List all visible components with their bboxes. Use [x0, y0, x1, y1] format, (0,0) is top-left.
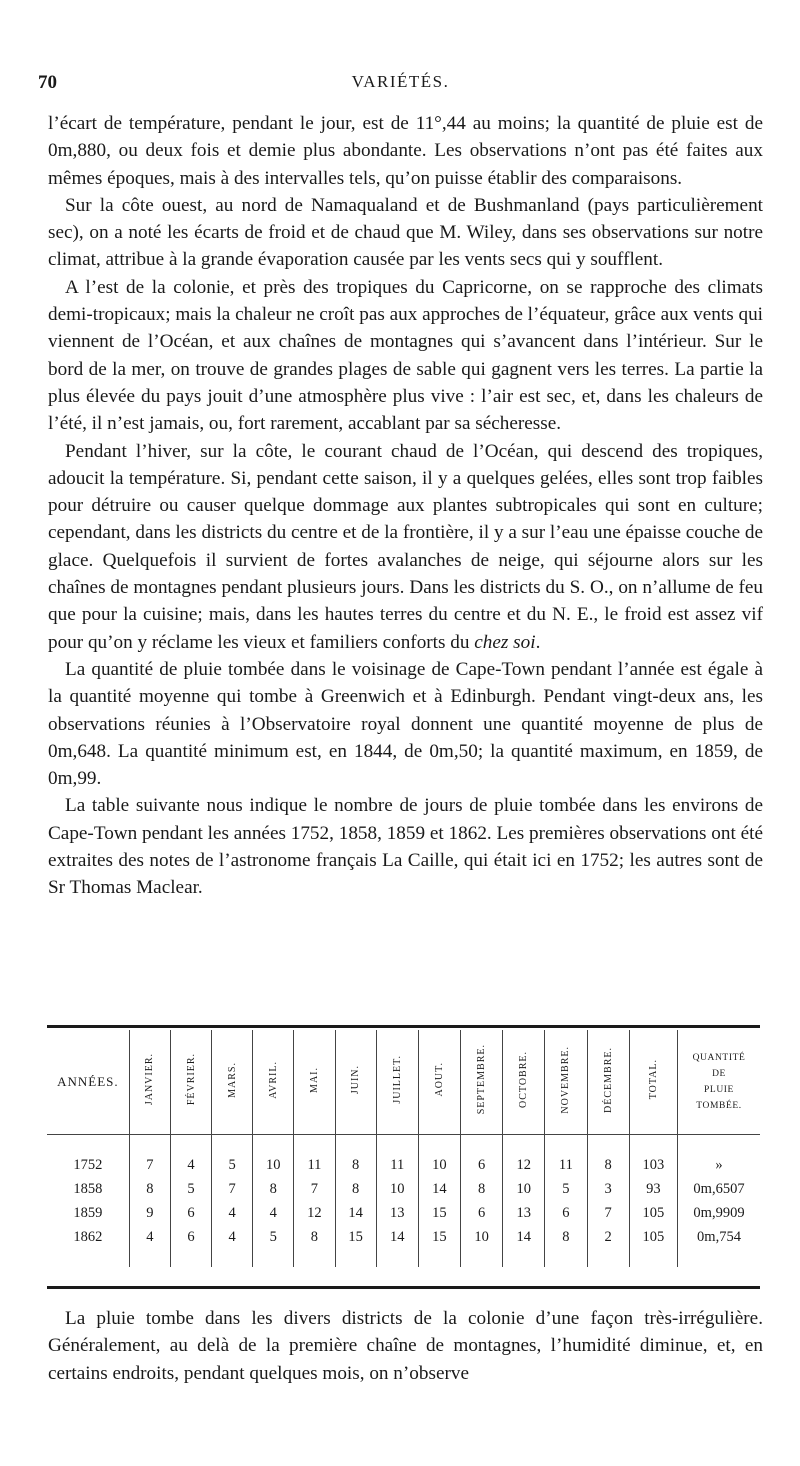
table-bottom-rule: [47, 1286, 760, 1289]
cell-nov: 8: [545, 1225, 587, 1267]
cell-may: 8: [294, 1225, 335, 1267]
cell-qty: 0m,9909: [678, 1201, 760, 1225]
cell-may: 11: [294, 1135, 335, 1178]
col-header-annees: ANNÉES.: [47, 1030, 129, 1135]
cell-year: 1862: [73, 1228, 103, 1245]
cell-dec: 3: [587, 1177, 629, 1201]
cell-aug: 14: [418, 1177, 460, 1201]
cell-sep: 10: [460, 1225, 502, 1267]
cell-total: 93: [629, 1177, 677, 1201]
cell-jul: 13: [376, 1201, 418, 1225]
paragraph-5: La quantité de pluie tombée dans le voisinage de Cape-Town pendant l’année est égale à la quantité moyenne qui tombe à Greenwich et à Edinburgh. Pendant vingt-deux ans, les observations réunies à l’Observatoire royal donnent une quantité moyenne de plus de 0m,648. La quantité minimum est, en 1844, de 0m,50; la quantité maximum, en 1859, de 0m,99.: [48, 658, 763, 790]
cell-total: 105: [629, 1225, 677, 1267]
cell-nov: 6: [545, 1201, 587, 1225]
cell-jun: 15: [335, 1225, 376, 1267]
cell-feb: 6: [170, 1201, 211, 1225]
cell-year: 1858: [73, 1180, 103, 1197]
cell-apr: 5: [253, 1225, 294, 1267]
paragraph-4: [48, 438, 763, 656]
paragraph-4-italic: chez soi: [474, 631, 536, 653]
col-header-avril: AVRIL.: [253, 1030, 294, 1135]
cell-sep: 8: [460, 1177, 502, 1201]
col-header-janvier: JANVIER.: [129, 1030, 170, 1135]
rain-days-table: [47, 1030, 760, 1267]
paragraph-7: La pluie tombe dans les divers districts de la colonie d’une façon très-irrégulière. Généralement, au delà de la première chaîne de montagnes, l’humidité diminue, et, en certains endroits, pendant quelques mois, on n’observe: [48, 1308, 763, 1384]
table-header-row: [47, 1030, 760, 1135]
cell-jan: 7: [129, 1135, 170, 1178]
col-header-decembre: DÉCEMBRE.: [587, 1030, 629, 1135]
col-header-septembre: SEPTEMBRE.: [460, 1030, 502, 1135]
cell-year: 1752: [73, 1156, 103, 1173]
cell-mar: 5: [212, 1135, 253, 1178]
table-row: [47, 1225, 760, 1267]
cell-mar: 7: [212, 1177, 253, 1201]
cell-jan: 9: [129, 1201, 170, 1225]
cell-jun: 8: [335, 1177, 376, 1201]
col-header-total: TOTAL.: [629, 1030, 677, 1135]
cell-qty: 0m,754: [678, 1225, 760, 1267]
paragraph-6: La table suivante nous indique le nombre de jours de pluie tombée dans les environs de Cape-Town pendant les années 1752, 1858, 1859 et 1862. Les premières observations ont été extraites des notes de l’astronome français La Caille, qui était ici en 1752; les autres sont de Sr Thomas Maclear.: [48, 795, 763, 899]
paragraph-2: Sur la côte ouest, au nord de Namaqualand et de Bushmanland (pays particulièrement sec), on a noté les écarts de froid et de chaud que M. Wiley, dans ses observations sur notre climat, attribue à la grande évaporation causée par les vents secs qui y soufflent.: [48, 194, 763, 271]
running-title: VARIÉTÉS.: [351, 72, 450, 91]
cell-jan: 4: [129, 1225, 170, 1267]
cell-dec: 8: [587, 1135, 629, 1178]
col-header-fevrier: FÉVRIER.: [170, 1030, 211, 1135]
cell-oct: 13: [503, 1201, 545, 1225]
cell-nov: 11: [545, 1135, 587, 1178]
paragraph-4-main: Pendant l’hiver, sur la côte, le courant chaud de l’Océan, qui descend des tropiques, adoucit la température. Si, pendant cette saison, il y a quelques gelées, elles sont trop faibles pour détruire ou causer quelque dommage aux plantes subtropicales qui sont en culture; cependant, dans les districts du centre et de la frontière, il y a sur l’eau une épaisse couche de glace. Quelquefois il survient de fortes avalanches de neige, qui séjourne alors sur les chaînes de montagnes pendant plusieurs jours. Dans les districts du S. O., on n’allume de feu que pour la cuisine; mais, dans les hautes terres du centre et du N. E., le froid est assez vif pour qu’on y réclame les vieux et familiers conforts du: [48, 440, 763, 653]
col-header-aout: AOUT.: [418, 1030, 460, 1135]
table-row: [47, 1201, 760, 1225]
page-number: 70: [38, 72, 57, 93]
cell-oct: 10: [503, 1177, 545, 1201]
table-top-rule: [47, 1025, 760, 1028]
cell-aug: 10: [418, 1135, 460, 1178]
col-header-mars: MARS.: [212, 1030, 253, 1135]
cell-mar: 4: [212, 1201, 253, 1225]
cell-mar: 4: [212, 1225, 253, 1267]
table-row: [47, 1135, 760, 1178]
cell-feb: 5: [170, 1177, 211, 1201]
cell-year: 1859: [73, 1204, 103, 1221]
body-text-top: [48, 110, 763, 902]
cell-jul: 14: [376, 1225, 418, 1267]
cell-qty: 0m,6507: [678, 1177, 760, 1201]
col-header-juin: JUIN.: [335, 1030, 376, 1135]
cell-feb: 4: [170, 1135, 211, 1178]
cell-jun: 8: [335, 1135, 376, 1178]
paragraph-1: l’écart de température, pendant le jour, est de 11°,44 au moins; la quantité de pluie est de 0m,880, ou deux fois et demie plus abondante. Les observations n’ont pas été faites aux mêmes époques, mais à des intervalles tels, qu’on puisse établir des comparaisons.: [48, 113, 763, 189]
col-header-juillet: JUILLET.: [376, 1030, 418, 1135]
paragraph-3: A l’est de la colonie, et près des tropiques du Capricorne, on se rapproche des climats demi-tropicaux; mais la chaleur ne croît pas aux approches de l’équateur, grâce aux vents qui viennent de l’Océan, et aux chaînes de montagnes qui s’avancent dans l’intérieur. Sur le bord de la mer, on trouve de grandes plages de sable qui gagnent vers les terres. La partie la plus élevée du pays jouit d’une atmosphère plus vive : l’air est sec, et, dans les chaleurs de l’été, il n’est jamais, ou, fort rarement, accablant par sa sécheresse.: [48, 276, 763, 435]
cell-jun: 14: [335, 1201, 376, 1225]
cell-apr: 8: [253, 1177, 294, 1201]
cell-aug: 15: [418, 1225, 460, 1267]
cell-oct: 12: [503, 1135, 545, 1178]
cell-may: 12: [294, 1201, 335, 1225]
cell-jul: 10: [376, 1177, 418, 1201]
cell-apr: 4: [253, 1201, 294, 1225]
cell-dec: 2: [587, 1225, 629, 1267]
cell-oct: 14: [503, 1225, 545, 1267]
col-header-quantite: QUANTITÉ DE PLUIE TOMBÉE.: [678, 1030, 760, 1135]
paragraph-4-end: .: [535, 631, 541, 653]
cell-total: 103: [629, 1135, 677, 1178]
cell-sep: 6: [460, 1201, 502, 1225]
cell-aug: 15: [418, 1201, 460, 1225]
page-header: [38, 72, 763, 100]
cell-qty: »: [678, 1135, 760, 1178]
cell-may: 7: [294, 1177, 335, 1201]
cell-dec: 7: [587, 1201, 629, 1225]
cell-jan: 8: [129, 1177, 170, 1201]
col-header-octobre: OCTOBRE.: [503, 1030, 545, 1135]
cell-feb: 6: [170, 1225, 211, 1267]
col-header-mai: MAI.: [294, 1030, 335, 1135]
table-row: [47, 1177, 760, 1201]
col-header-novembre: NOVEMBRE.: [545, 1030, 587, 1135]
cell-nov: 5: [545, 1177, 587, 1201]
cell-apr: 10: [253, 1135, 294, 1178]
cell-jul: 11: [376, 1135, 418, 1178]
cell-sep: 6: [460, 1135, 502, 1178]
cell-total: 105: [629, 1201, 677, 1225]
body-text-bottom: [48, 1305, 763, 1387]
